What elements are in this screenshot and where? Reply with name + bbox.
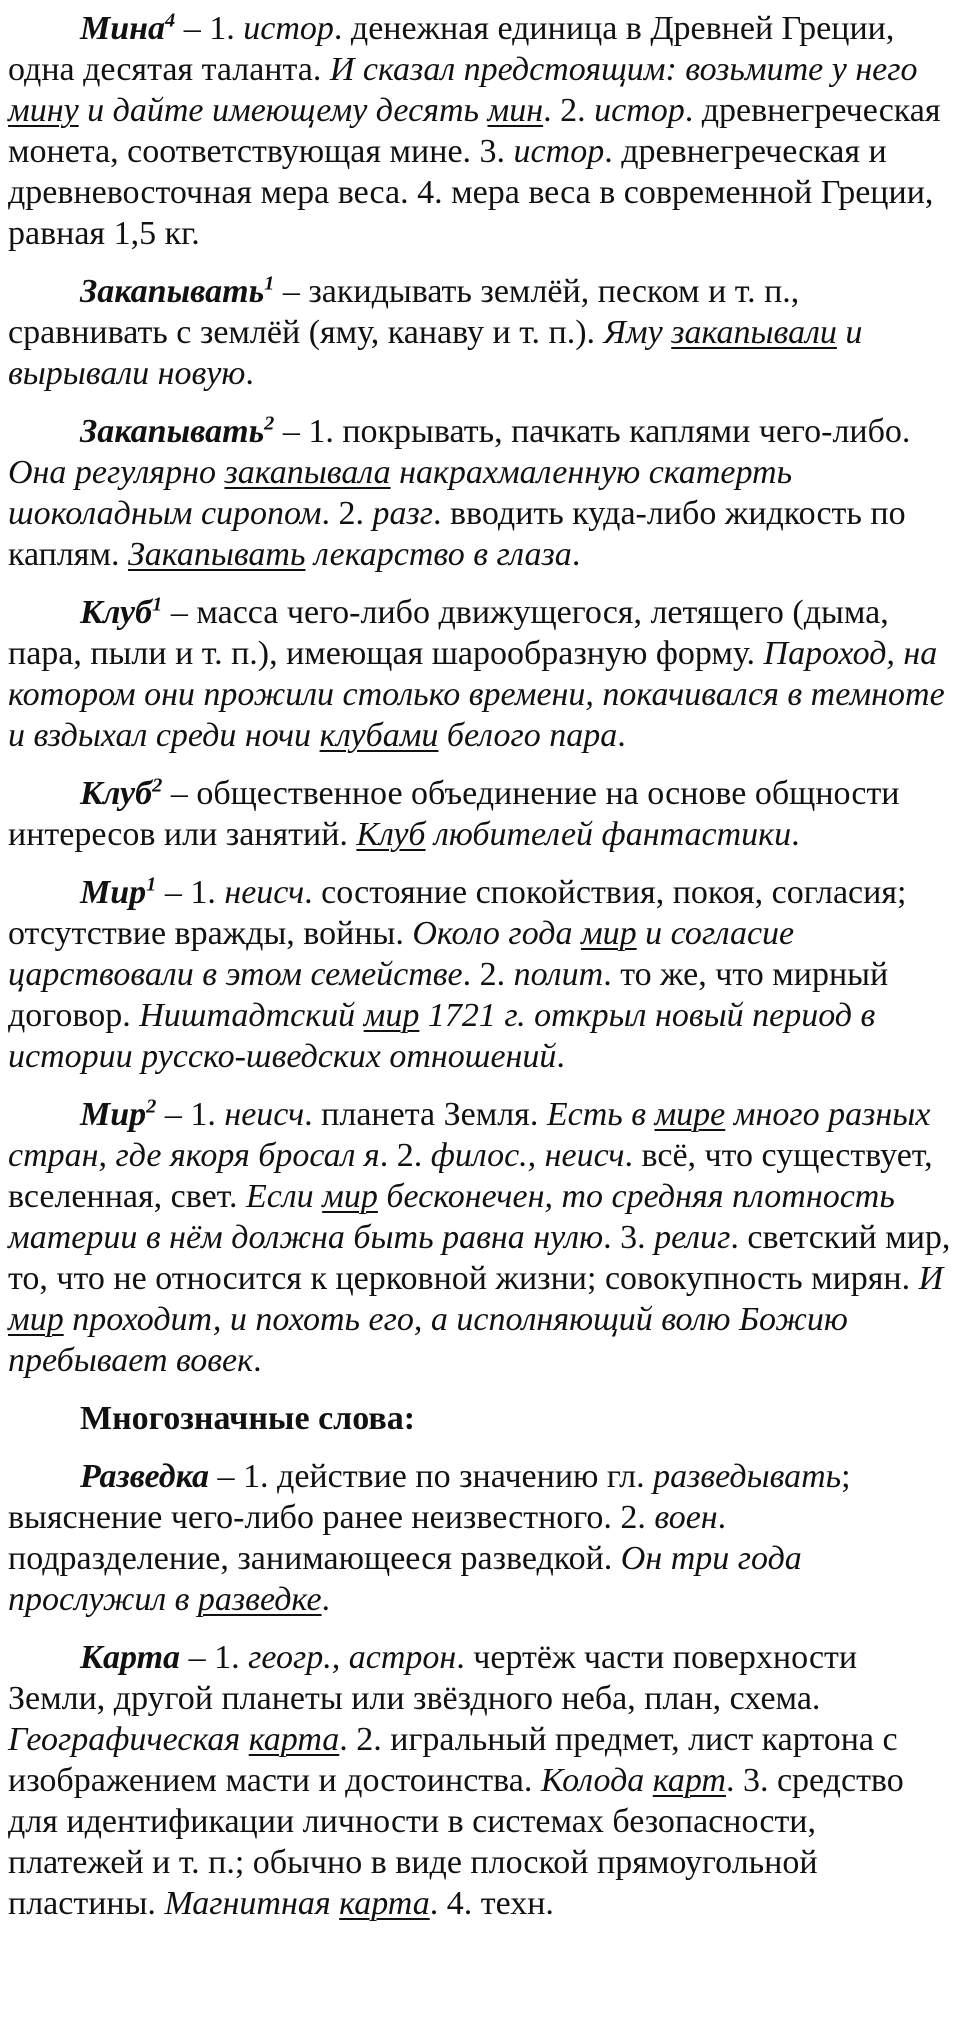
- dictionary-entry: [8, 8, 952, 254]
- definition-text: – 1.: [156, 1096, 225, 1133]
- dictionary-entry: [8, 773, 952, 855]
- italic-text: неисч: [224, 874, 305, 911]
- italic-text: белого пара: [438, 717, 618, 754]
- definition-text: . денежная единица в Древней Греции, одна десятая таланта.: [8, 10, 895, 88]
- italic-text: религ: [654, 1219, 731, 1256]
- italic-text: и согласие царствовали в этом семействе: [8, 915, 795, 993]
- definition-text: . всё, что существует, вселенная, свет.: [8, 1137, 933, 1215]
- underlined-example-word: мину: [8, 92, 79, 129]
- definition-text: . светский мир, то, что не относится к церковной жизни; совокупность мирян.: [8, 1219, 951, 1297]
- dictionary-entry: [8, 592, 952, 756]
- dictionary-entry: [8, 1637, 952, 1924]
- homonym-index: 1: [146, 873, 157, 896]
- italic-text: и вырывали новую: [8, 314, 863, 392]
- dictionary-entry: [8, 271, 952, 394]
- definition-text: . древнегреческая и древневосточная мера веса. 4. мера веса в современной Греции, равная 1,5 кг.: [8, 133, 934, 252]
- headword: Клуб: [80, 594, 153, 631]
- italic-text: Колода: [540, 1762, 653, 1799]
- definition-text: . 4. техн.: [429, 1885, 554, 1922]
- definition-text: – общественное объединение на основе общности интересов или занятий.: [8, 775, 900, 853]
- headword: Закапывать: [80, 413, 265, 450]
- underlined-example-word: мир: [363, 997, 420, 1034]
- italic-text: и дайте имеющему десять: [78, 92, 488, 129]
- definition-text: . вводить куда-либо жидкость по каплям.: [8, 495, 906, 573]
- underlined-example-word: карт: [652, 1762, 726, 1799]
- underlined-example-word: мир: [8, 1301, 64, 1338]
- italic-text: бесконечен, то средняя плотность материи в нём должна быть равна нулю: [8, 1178, 895, 1256]
- italic-text: много разных стран, где якоря бросал я: [8, 1096, 931, 1174]
- definition-text: . древнегреческая монета, соответствующая мине. 3.: [8, 92, 941, 170]
- dictionary-entry: [8, 1094, 952, 1381]
- underlined-example-word: разведке: [197, 1581, 322, 1618]
- italic-text: Есть в: [546, 1096, 655, 1133]
- definition-text: . подразделение, занимающееся разведкой.: [8, 1499, 727, 1577]
- headword: Разведка: [80, 1458, 210, 1495]
- definition-text: – 1.: [156, 874, 225, 911]
- underlined-example-word: мир: [580, 915, 637, 952]
- italic-text: истор: [594, 92, 685, 129]
- headword: Закапывать: [80, 273, 265, 310]
- underlined-example-word: Закапывать: [127, 536, 306, 573]
- homonym-index: 2: [264, 412, 275, 435]
- headword: Мина: [80, 10, 166, 47]
- italic-text: И сказал предстоящим: возьмите у него: [329, 51, 918, 88]
- homonym-index: 1: [264, 272, 275, 295]
- definition-text: – закидывать землёй, песком и т. п., сравнивать с землёй (яму, канаву и т. п.).: [8, 273, 800, 351]
- definition-text: – 1. действие по значению гл.: [209, 1458, 654, 1495]
- italic-text: Около года: [412, 915, 581, 952]
- definition-text: .: [617, 717, 626, 754]
- italic-text: Если: [245, 1178, 323, 1215]
- underlined-example-word: мир: [322, 1178, 378, 1215]
- definition-text: . чертёж части поверхности Земли, другой планеты или звёздного неба, план, схема.: [8, 1639, 858, 1717]
- italic-text: истор: [243, 10, 334, 47]
- italic-text: Пароход, на котором они прожили столько времени, покачивался в темноте и вздыхал среди ночи: [8, 635, 945, 754]
- italic-text: Яму: [603, 314, 672, 351]
- underlined-example-word: клубами: [319, 717, 439, 754]
- headword: Карта: [80, 1639, 181, 1676]
- definition-text: – масса чего-либо движущегося, летящего (дыма, пара, пыли и т. п.), имеющая шарообразную форму.: [8, 594, 889, 672]
- italic-text: Она регулярно: [8, 454, 225, 491]
- dictionary-entry: [8, 1456, 952, 1620]
- definition-text: . 2. игральный предмет, лист картона с изображением масти и достоинства.: [8, 1721, 898, 1799]
- underlined-example-word: закапывала: [224, 454, 391, 491]
- italic-text: Он три года прослужил в: [8, 1540, 802, 1618]
- italic-text: неисч: [224, 1096, 305, 1133]
- italic-text: истор: [513, 133, 605, 170]
- underlined-example-word: закапывали: [671, 314, 837, 351]
- italic-text: 1721 г. открыл новый период в истории русско-шведских отношений: [8, 997, 876, 1075]
- italic-text: проходит, и похоть его, а исполняющий волю Божию пребывает вовек: [8, 1301, 848, 1379]
- definition-text: .: [791, 816, 800, 853]
- italic-text: И: [918, 1260, 944, 1297]
- dictionary-entry: [8, 411, 952, 575]
- definition-text: . 2.: [543, 92, 595, 129]
- italic-text: полит: [513, 956, 604, 993]
- definition-text: – 1.: [180, 1639, 249, 1676]
- italic-text: накрахмаленную скатерть шоколадным сиропом: [8, 454, 793, 532]
- definition-text: – 1. покрывать, пачкать каплями чего-либо.: [274, 413, 911, 450]
- homonym-index: 4: [165, 9, 176, 32]
- headword: Клуб: [80, 775, 153, 812]
- italic-text: Магнитная: [164, 1885, 340, 1922]
- definition-text: . состояние спокойствия, покоя, согласия; отсутствие вражды, войны.: [8, 874, 907, 952]
- definition-text: – 1.: [175, 10, 244, 47]
- definition-text: .: [245, 355, 254, 392]
- definition-text: . 2.: [321, 495, 373, 532]
- definition-text: ; выяснение чего-либо ранее неизвестного. 2.: [8, 1458, 851, 1536]
- definition-text: . планета Земля.: [304, 1096, 547, 1133]
- headword: Мир: [80, 874, 147, 911]
- italic-text: разг: [372, 495, 433, 532]
- italic-text: воен: [654, 1499, 718, 1536]
- definition-text: .: [253, 1342, 262, 1379]
- definition-text: .: [571, 536, 581, 573]
- italic-text: геогр., астрон: [248, 1639, 457, 1676]
- italic-text: филос., неисч: [430, 1137, 625, 1174]
- italic-text: разведывать: [653, 1458, 842, 1495]
- dictionary-entry: [8, 872, 952, 1077]
- italic-text: Ништадтский: [139, 997, 364, 1034]
- italic-text: Географическая: [8, 1721, 249, 1758]
- section-heading: Многозначные слова:: [80, 1400, 416, 1437]
- definition-text: . 2.: [462, 956, 514, 993]
- homonym-index: 1: [152, 593, 163, 616]
- underlined-example-word: карта: [248, 1721, 340, 1758]
- underlined-example-word: Клуб: [356, 816, 426, 853]
- underlined-example-word: мире: [654, 1096, 726, 1133]
- definition-text: .: [556, 1038, 565, 1075]
- underlined-example-word: карта: [339, 1885, 430, 1922]
- italic-text: любителей фантастики: [425, 816, 792, 853]
- definition-text: . 2.: [379, 1137, 431, 1174]
- definition-text: . 3. средство для идентификации личности в системах безопасности, платежей и т. п.; обычно в виде плоской прямоугольной пластины.: [8, 1762, 904, 1922]
- definition-text: .: [321, 1581, 331, 1618]
- underlined-example-word: мин: [487, 92, 544, 129]
- definition-text: . то же, что мирный договор.: [8, 956, 889, 1034]
- definition-text: . 3.: [603, 1219, 655, 1256]
- italic-text: лекарство в глаза: [305, 536, 572, 573]
- homonym-index: 2: [146, 1095, 157, 1118]
- homonym-index: 2: [152, 774, 163, 797]
- headword: Мир: [80, 1096, 147, 1133]
